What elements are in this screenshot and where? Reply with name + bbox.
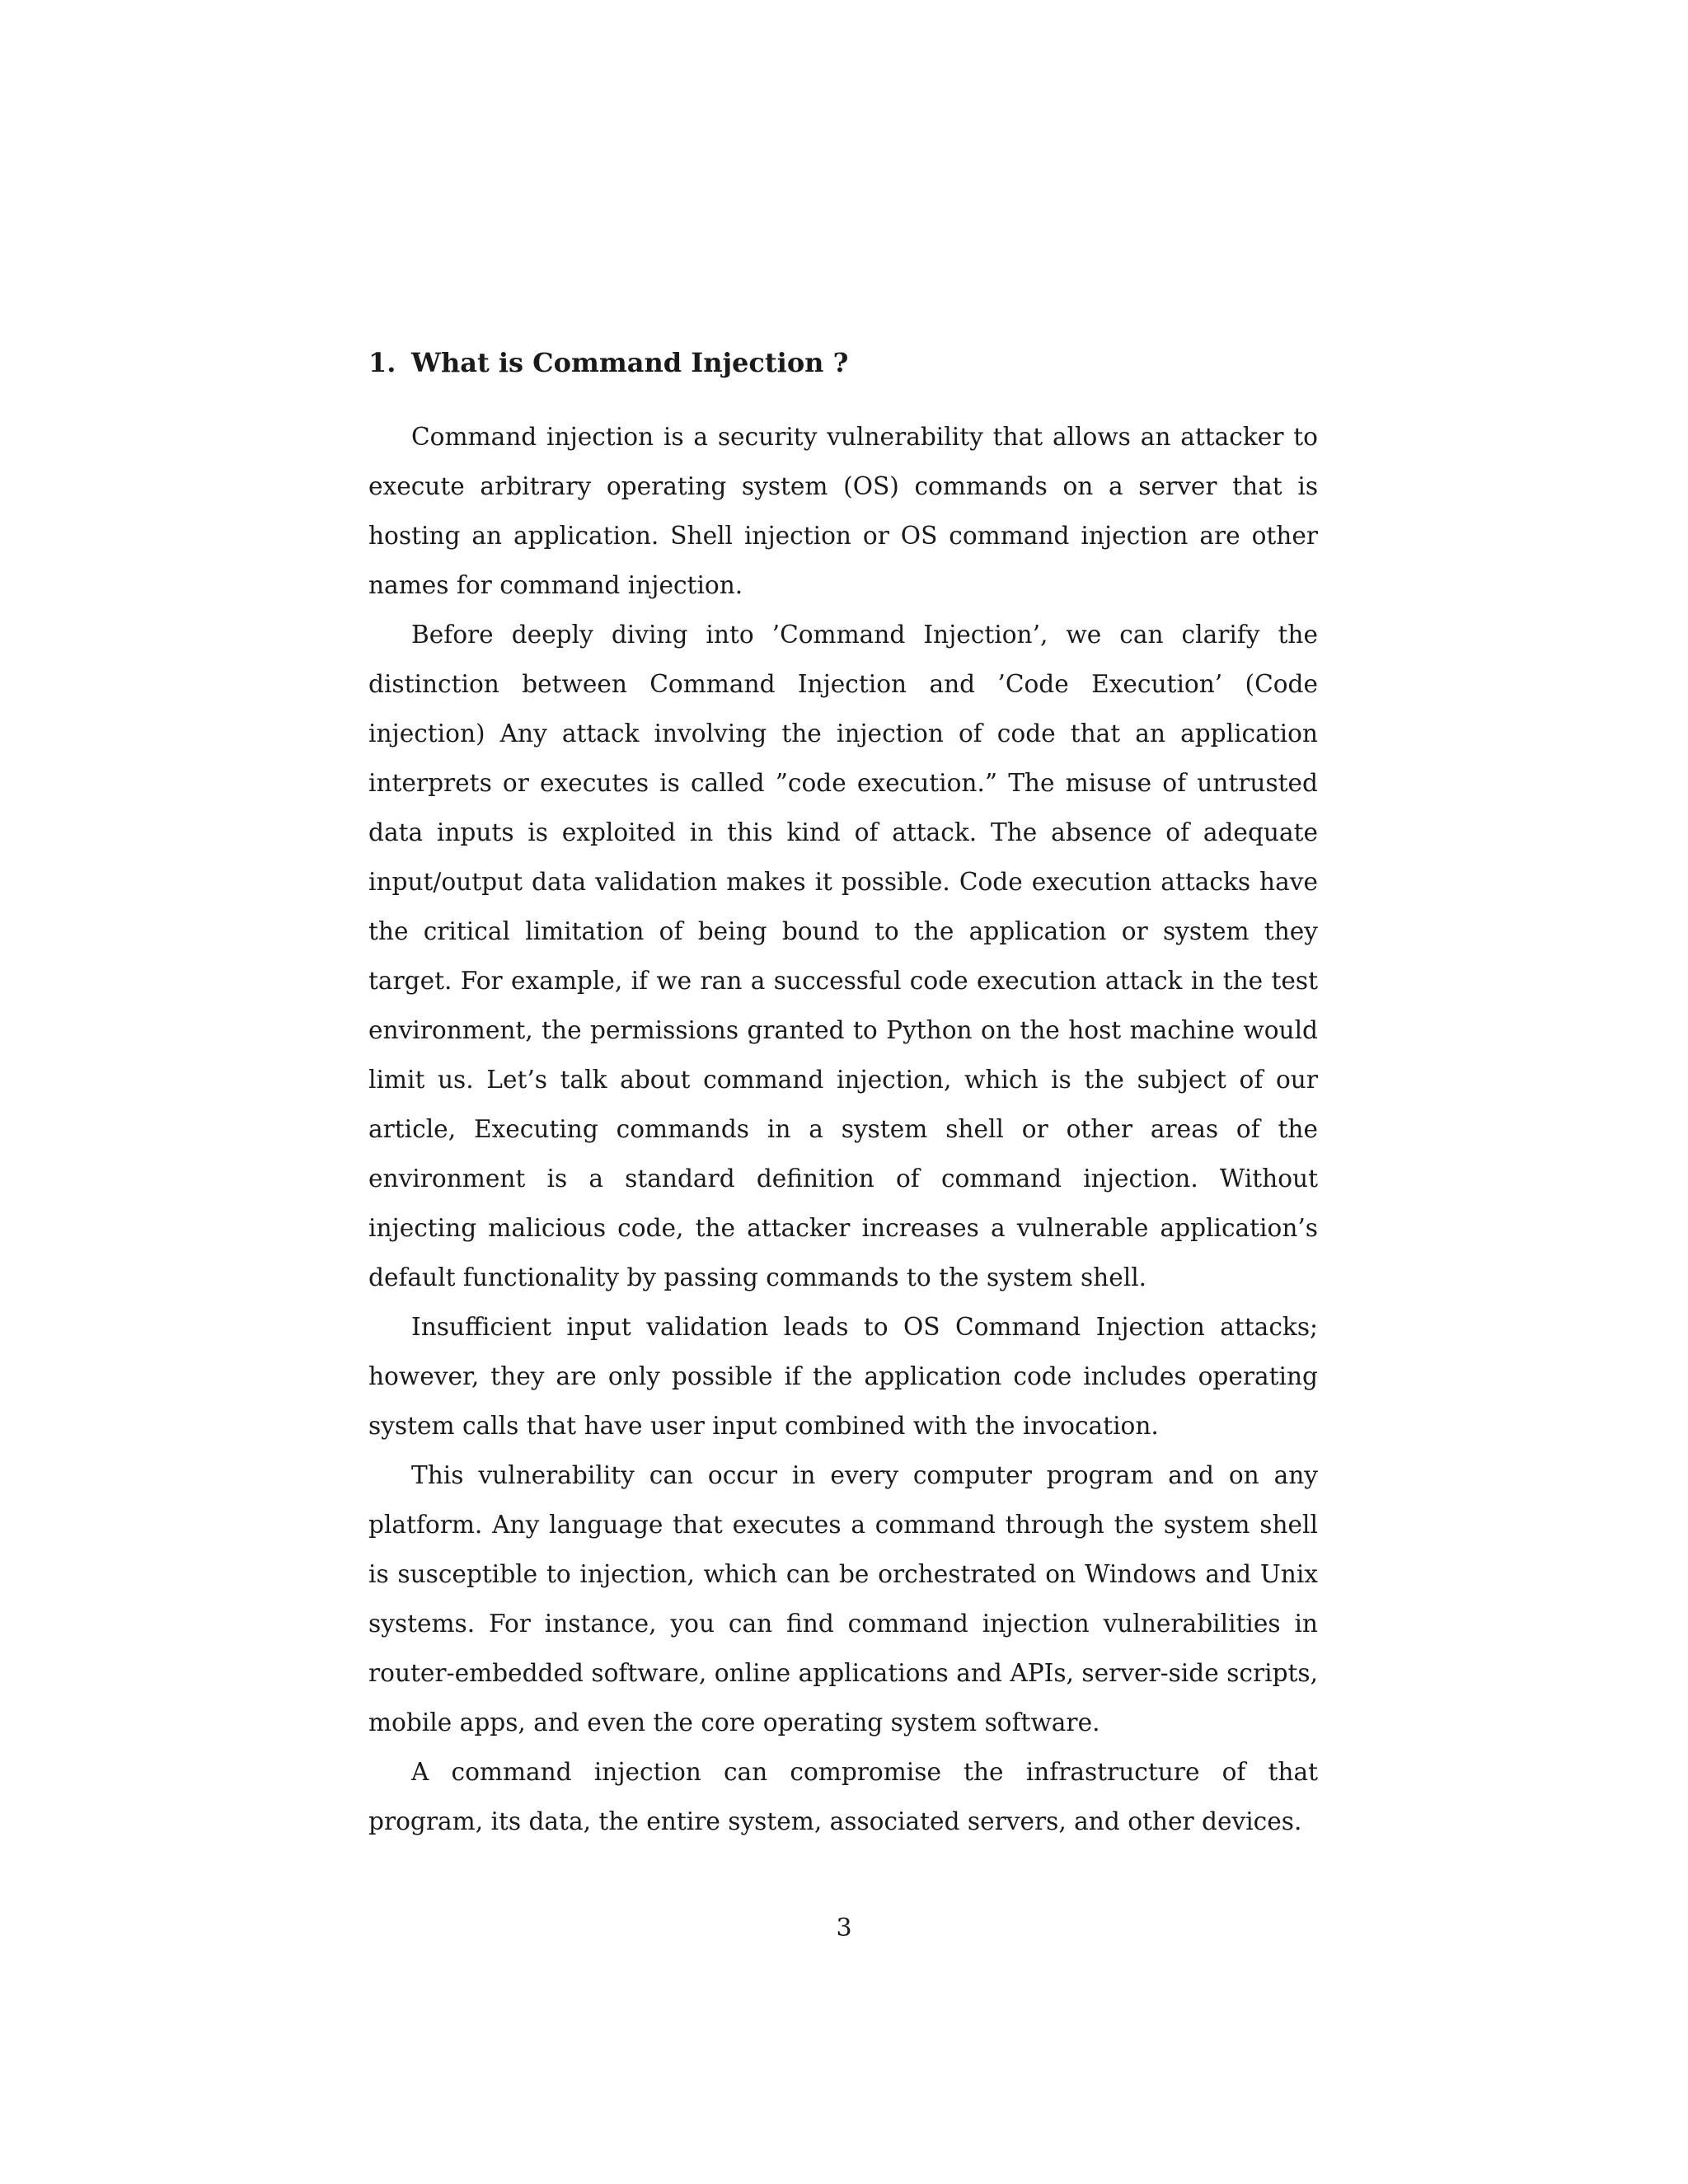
paragraph-impact: A command injection can compromise the infrastructure of that program, its data, the entire system, associated servers, and other devices. — [368, 1758, 1318, 1835]
section-title: What is Command Injection ? — [411, 347, 849, 378]
section-number: 1. — [368, 347, 396, 378]
paragraph-code-execution-distinction: Before deeply diving into ’Command Injection’, we can clarify the distinction between Command Injection and ’Code Execution’ (Code injection) Any attack involving the injection of code that an application interprets or executes is called ”code execution.” The misuse of untrusted data inputs is exploited in this kind of attack. The absence of adequate input/output data validation makes it possible. Code execution attacks have the critical limitation of being bound to the application or system they target. For example, if we ran a successful code execution attack in the test environment, the permissions granted to Python on the host machine would limit us. Let’s talk about command injection, which is the subject of our article, Executing commands in a system shell or other areas of the environment is a standard definition of command injection. Without injecting malicious code, the attacker increases a vulnerable application’s default functionality by passing commands to the system shell. — [368, 621, 1318, 1291]
paragraph-definition: Command injection is a security vulnerability that allows an attacker to execute arbitrary operating system (OS) commands on a server that is hosting an application. Shell injection or OS command injection are other names for command injection. — [368, 423, 1318, 599]
section-heading — [368, 344, 1318, 381]
paragraph-platforms: This vulnerability can occur in every computer program and on any platform. Any language that executes a command through the system shell is susceptible to injection, which can be orchestrated on Windows and Unix systems. For instance, you can find command injection vulnerabilities in router-embedded software, online applications and APIs, server-side scripts, mobile apps, and even the core operating system software. — [368, 1461, 1318, 1736]
paragraph-input-validation: Insufficient input validation leads to OS Command Injection attacks; however, they are only possible if the application code includes operating system calls that have user input combined with the invocation. — [368, 1313, 1318, 1440]
section-body — [368, 412, 1318, 1846]
page-number: 3 — [836, 1914, 852, 1943]
